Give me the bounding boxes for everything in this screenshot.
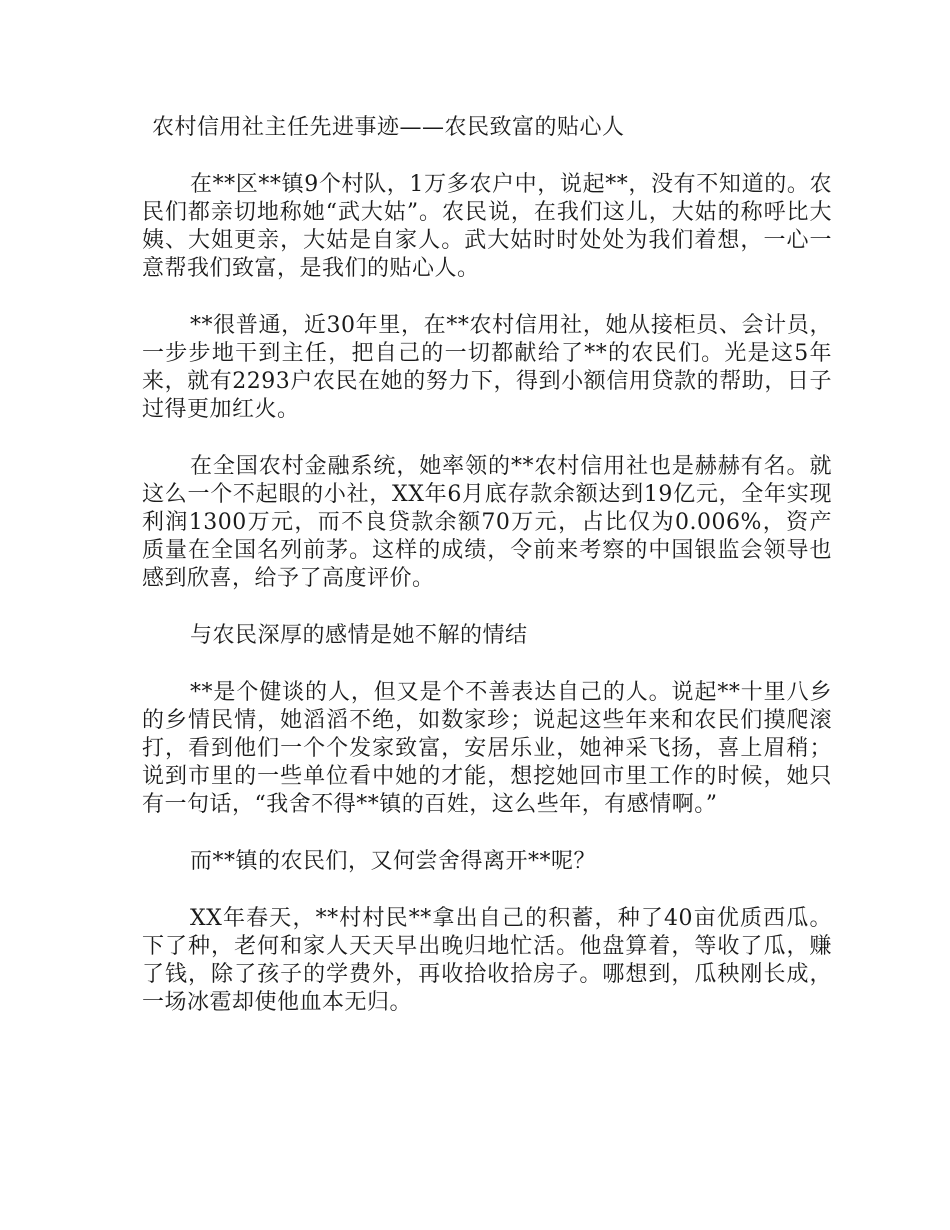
paragraph: XX年春天，**村村民**拿出自己的积蓄，种了40亩优质西瓜。下了种，老何和家人天天早出晚归地忙活。他盘算着，等收了瓜，赚了钱，除了孩子的学费外，再收拾收拾房子。哪想到，瓜秧刚长成，一场冰雹却使他血本无归。: [142, 906, 832, 1015]
section-heading: 与农民深厚的感情是她不解的情结: [190, 623, 528, 648]
paragraph: **是个健谈的人，但又是个不善表达自己的人。说起**十里八乡的乡情民情，她滔滔不绝，如数家珍；说起这些年来和农民们摸爬滚打，看到他们一个个发家致富，安居乐业，她神采飞扬，喜上眉稍；说到市里的一些单位看中她的才能，想挖她回市里工作的时候，她只有一句话，“我舍不得**镇的百姓，这么些年，有感情啊。”: [142, 680, 832, 817]
paragraph: 而**镇的农民们，又何尝舍得离开**呢？: [190, 849, 597, 874]
document-body: [142, 114, 832, 1046]
document-title: 农村信用社主任先进事迹——农民致富的贴心人: [152, 115, 625, 140]
paragraph: 在**区**镇9个村队，1万多农户中，说起**，没有不知道的。农民们都亲切地称她“武大姑”。农民说，在我们这儿，大姑的称呼比大姨、大姐更亲，大姑是自家人。武大姑时时处处为我们着想，一心一意帮我们致富，是我们的贴心人。: [142, 172, 832, 281]
paragraph: 在全国农村金融系统，她率领的**农村信用社也是赫赫有名。就这么一个不起眼的小社，XX年6月底存款余额达到19亿元，全年实现利润1300万元，而不良贷款余额70万元，占比仅为0.006%，资产质量在全国名列前茅。这样的成绩，令前来考察的中国银监会领导也感到欣喜，给予了高度评价。: [142, 454, 832, 591]
paragraph: **很普通，近30年里，在**农村信用社，她从接柜员、会计员，一步步地干到主任，把自己的一切都献给了**的农民们。光是这5年来，就有2293户农民在她的努力下，得到小额信用贷款的帮助，日子过得更加红火。: [142, 313, 832, 422]
